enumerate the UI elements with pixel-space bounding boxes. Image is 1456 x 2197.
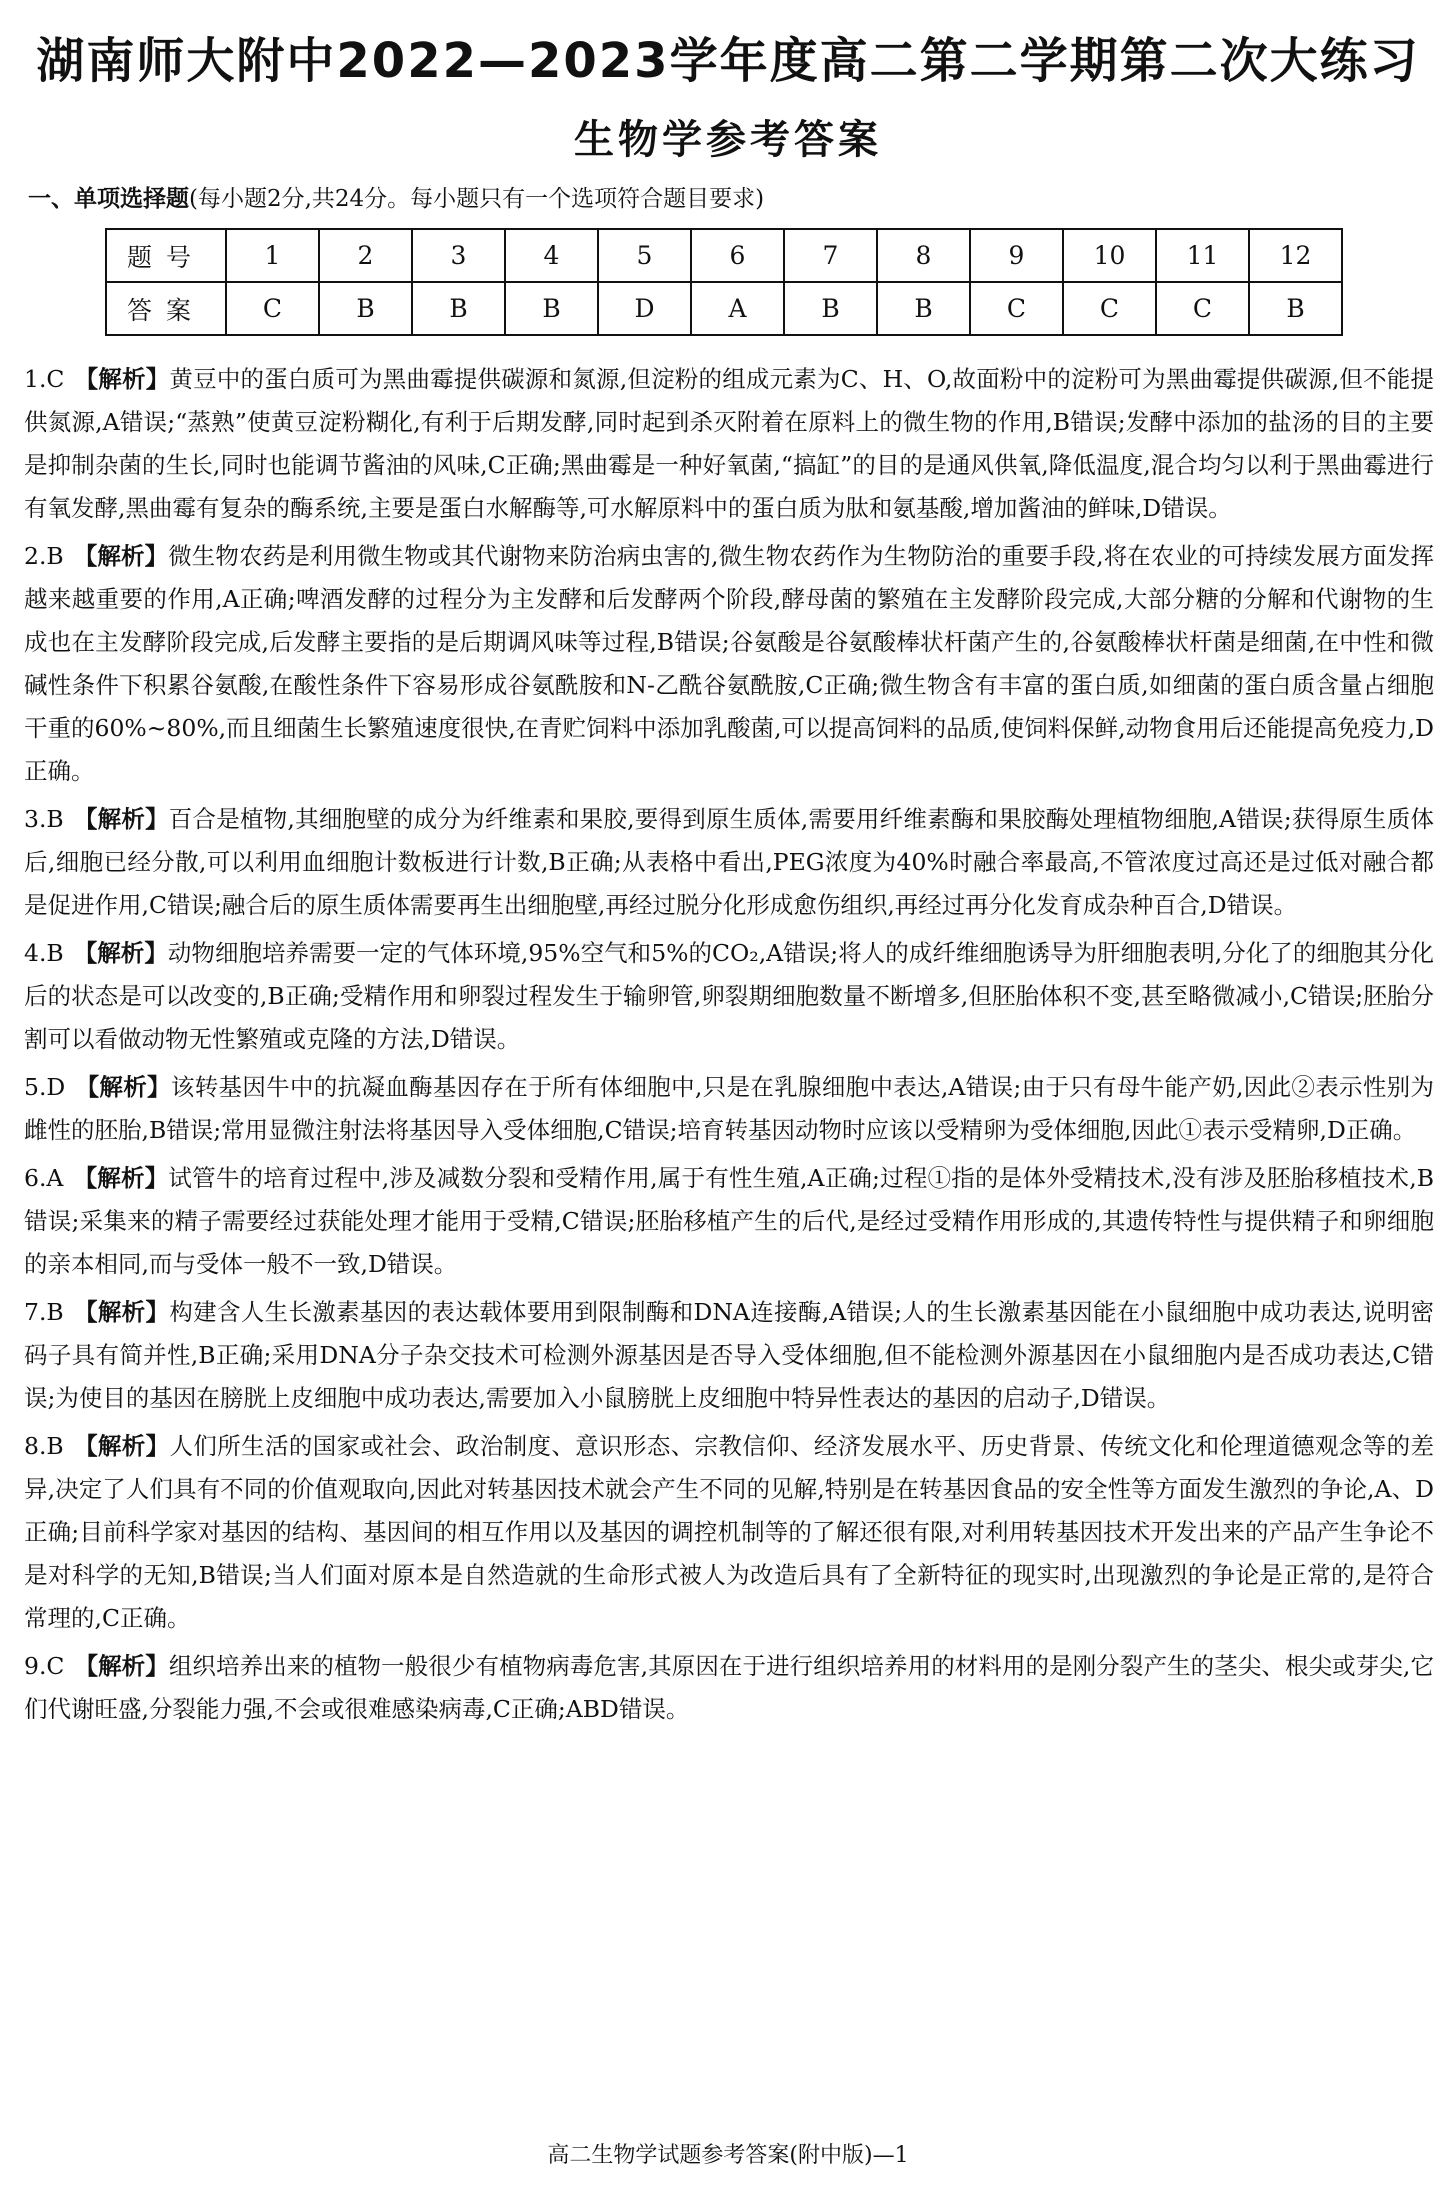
explanation-text: 人们所生活的国家或社会、政治制度、意识形态、宗教信仰、经济发展水平、历史背景、传统文化和伦理道德观念等的差异,决定了人们具有不同的价值观取向,因此对转基因技术就会产生不同的见解,特别是在转基因食品的安全性等方面发生激烈的争论,A、D正确;目前科学家对基因的结构、基因间的相互作用以及基因的调控机制等的了解还很有限,对利用转基因技术开发出来的产品产生争论不是对科学的无知,B错误;当人们面对原本是自然造就的生命形式被人为改造后具有了全新特征的现实时,出现激烈的争论是正常的,是符合常理的,C正确。 <box>24 1432 1435 1632</box>
row-header: 题号 <box>106 229 226 282</box>
analysis-tag: 【解析】 <box>74 365 170 393</box>
section-title: 一、单项选择题 <box>28 186 189 212</box>
question-answer: 9.C <box>24 1652 65 1680</box>
question-answer: 7.B <box>24 1298 64 1326</box>
question-answer: 8.B <box>24 1432 64 1460</box>
explanation-item <box>24 1157 1434 1286</box>
analysis-tag: 【解析】 <box>75 1073 171 1101</box>
table-cell-number: 6 <box>691 229 784 282</box>
question-answer: 5.D <box>24 1073 66 1101</box>
explanation-text: 组织培养出来的植物一般很少有植物病毒危害,其原因在于进行组织培养用的材料用的是刚分裂产生的茎尖、根尖或芽尖,它们代谢旺盛,分裂能力强,不会或很难感染病毒,C正确;ABD错误。 <box>24 1652 1434 1723</box>
explanation-item <box>24 798 1434 927</box>
table-cell-answer: B <box>412 282 505 335</box>
explanation-text: 试管牛的培育过程中,涉及减数分裂和受精作用,属于有性生殖,A正确;过程①指的是体外受精技术,没有涉及胚胎移植技术,B错误;采集来的精子需要经过获能处理才能用于受精,C错误;胚胎移植产生的后代,是经过受精作用形成的,其遗传特性与提供精子和卵细胞的亲本相同,而与受体一般不一致,D错误。 <box>24 1164 1434 1278</box>
explanation-item <box>24 535 1434 793</box>
question-answer: 6.A <box>24 1164 64 1192</box>
question-answer: 1.C <box>24 365 65 393</box>
table-cell-answer: C <box>1156 282 1249 335</box>
explanation-text: 黄豆中的蛋白质可为黑曲霉提供碳源和氮源,但淀粉的组成元素为C、H、O,故面粉中的淀粉可为黑曲霉提供碳源,但不能提供氮源,A错误;“蒸熟”使黄豆淀粉糊化,有利于后期发酵,同时起到杀灭附着在原料上的微生物的作用,B错误;发酵中添加的盐汤的目的主要是抑制杂菌的生长,同时也能调节酱油的风味,C正确;黑曲霉是一种好氧菌,“搞缸”的目的是通风供氧,降低温度,混合均匀以利于黑曲霉进行有氧发酵,黑曲霉有复杂的酶系统,主要是蛋白水解酶等,可水解原料中的蛋白质为肽和氨基酸,增加酱油的鲜味,D错误。 <box>24 365 1435 522</box>
table-cell-number: 9 <box>970 229 1063 282</box>
table-cell-answer: C <box>1063 282 1156 335</box>
answer-table-row <box>106 282 1342 335</box>
analysis-tag: 【解析】 <box>74 1652 169 1680</box>
analysis-tag: 【解析】 <box>73 939 168 967</box>
table-cell-number: 5 <box>598 229 691 282</box>
table-cell-answer: C <box>970 282 1063 335</box>
answer-table-row <box>106 229 1342 282</box>
table-cell-answer: B <box>784 282 877 335</box>
analysis-tag: 【解析】 <box>73 1164 169 1192</box>
table-cell-number: 12 <box>1249 229 1342 282</box>
page-footer: 高二生物学试题参考答案(附中版)—1 <box>547 2143 909 2168</box>
explanation-text: 该转基因牛中的抗凝血酶基因存在于所有体细胞中,只是在乳腺细胞中表达,A错误;由于只有母牛能产奶,因此②表示性别为雌性的胚胎,B错误;常用显微注射法将基因导入受体细胞,C错误;培育转基因动物时应该以受精卵为受体细胞,因此①表示受精卵,D正确。 <box>24 1073 1435 1144</box>
explanation-item <box>24 1291 1434 1420</box>
table-cell-answer: B <box>319 282 412 335</box>
table-cell-answer: B <box>877 282 970 335</box>
question-answer: 2.B <box>24 542 64 570</box>
explanation-item <box>24 1066 1434 1152</box>
table-cell-number: 1 <box>226 229 319 282</box>
answer-table <box>105 228 1343 336</box>
explanation-item <box>24 358 1434 530</box>
analysis-tag: 【解析】 <box>73 1298 170 1326</box>
table-cell-answer: C <box>226 282 319 335</box>
page-title: 湖南师大附中2022—2023学年度高二第二学期第二次大练习 <box>36 33 1420 89</box>
row-header: 答案 <box>106 282 226 335</box>
table-cell-answer: B <box>505 282 598 335</box>
table-cell-number: 4 <box>505 229 598 282</box>
table-cell-number: 7 <box>784 229 877 282</box>
section-heading <box>28 180 764 213</box>
section-note: (每小题2分,共24分。每小题只有一个选项符合题目要求) <box>189 186 765 212</box>
table-cell-answer: B <box>1249 282 1342 335</box>
analysis-tag: 【解析】 <box>73 1432 170 1460</box>
explanation-list <box>24 358 1434 1736</box>
table-cell-number: 11 <box>1156 229 1249 282</box>
explanation-text: 百合是植物,其细胞壁的成分为纤维素和果胶,要得到原生质体,需要用纤维素酶和果胶酶处理植物细胞,A错误;获得原生质体后,细胞已经分散,可以利用血细胞计数板进行计数,B正确;从表格中看出,PEG浓度为40%时融合率最高,不管浓度过高还是过低对融合都是促进作用,C错误;融合后的原生质体需要再生出细胞壁,再经过脱分化形成愈伤组织,再经过再分化发育成杂种百合,D错误。 <box>24 805 1434 919</box>
question-answer: 4.B <box>24 939 64 967</box>
question-answer: 3.B <box>24 805 64 833</box>
explanation-text: 动物细胞培养需要一定的气体环境,95%空气和5%的CO₂,A错误;将人的成纤维细胞诱导为肝细胞表明,分化了的细胞其分化后的状态是可以改变的,B正确;受精作用和卵裂过程发生于输卵管,卵裂期细胞数量不断增多,但胚胎体积不变,甚至略微减小,C错误;胚胎分割可以看做动物无性繁殖或克隆的方法,D错误。 <box>24 939 1435 1053</box>
table-cell-number: 8 <box>877 229 970 282</box>
explanation-text: 构建含人生长激素基因的表达载体要用到限制酶和DNA连接酶,A错误;人的生长激素基因能在小鼠细胞中成功表达,说明密码子具有简并性,B正确;采用DNA分子杂交技术可检测外源基因是否导入受体细胞,但不能检测外源基因在小鼠细胞内是否成功表达,C错误;为使目的基因在膀胱上皮细胞中成功表达,需要加入小鼠膀胱上皮细胞中特异性表达的基因的启动子,D错误。 <box>24 1298 1435 1412</box>
table-cell-number: 10 <box>1063 229 1156 282</box>
explanation-item <box>24 932 1434 1061</box>
explanation-item <box>24 1425 1434 1640</box>
page-subtitle: 生物学参考答案 <box>574 117 882 163</box>
table-cell-number: 3 <box>412 229 505 282</box>
table-cell-number: 2 <box>319 229 412 282</box>
explanation-text: 微生物农药是利用微生物或其代谢物来防治病虫害的,微生物农药作为生物防治的重要手段,将在农业的可持续发展方面发挥越来越重要的作用,A正确;啤酒发酵的过程分为主发酵和后发酵两个阶段,酵母菌的繁殖在主发酵阶段完成,大部分糖的分解和代谢物的生成也在主发酵阶段完成,后发酵主要指的是后期调风味等过程,B错误;谷氨酸是谷氨酸棒状杆菌产生的,谷氨酸棒状杆菌是细菌,在中性和微碱性条件下积累谷氨酸,在酸性条件下容易形成谷氨酰胺和N-乙酰谷氨酰胺,C正确;微生物含有丰富的蛋白质,如细菌的蛋白质含量占细胞干重的60%~80%,而且细菌生长繁殖速度很快,在青贮饲料中添加乳酸菌,可以提高饲料的品质,使饲料保鲜,动物食用后还能提高免疫力,D正确。 <box>24 542 1434 785</box>
table-cell-answer: D <box>598 282 691 335</box>
analysis-tag: 【解析】 <box>73 542 169 570</box>
explanation-item <box>24 1645 1434 1731</box>
analysis-tag: 【解析】 <box>73 805 169 833</box>
table-cell-answer: A <box>691 282 784 335</box>
